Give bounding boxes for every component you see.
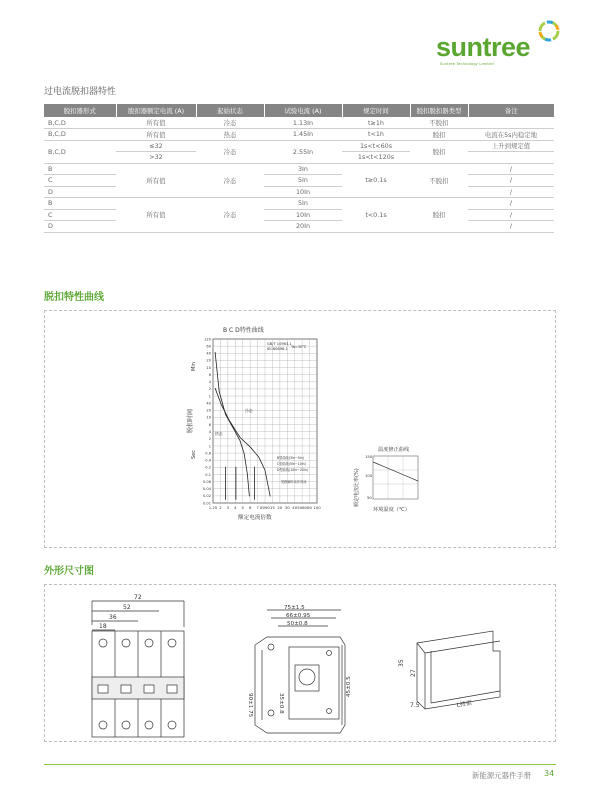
table-cell: 2.55In xyxy=(264,140,342,163)
table-cell: / xyxy=(468,163,554,175)
dimensions-box xyxy=(44,584,556,742)
curve-y-tick-label: 0.06 xyxy=(202,479,211,484)
trip-characteristics-table xyxy=(44,104,554,233)
curve-x-ticks xyxy=(209,505,321,510)
curve-y-tick-label: 0.02 xyxy=(202,494,211,499)
curve-x-tick-label: 15 xyxy=(270,505,275,510)
section-title-dimensions: 外形尺寸图 xyxy=(44,566,94,577)
temp-chart-frame xyxy=(373,456,418,499)
section-title-trip-curve: 脱扣特性曲线 xyxy=(44,292,104,303)
table-header: 试验电流 (A) xyxy=(264,104,342,117)
table-header: 起始状态 xyxy=(196,104,264,117)
curve-d-label: D型曲线(10In~20In) xyxy=(277,468,309,472)
curve-b-label: B型曲线(3In~5In) xyxy=(277,456,304,460)
curve-x-tick-label: 30 xyxy=(284,505,290,510)
curve-x-tick-label: 5 xyxy=(241,505,244,510)
din-rail-drawing xyxy=(417,631,500,709)
table-cell: 1s<t<60s xyxy=(342,140,410,152)
curve-y-tick-label: 6 xyxy=(208,422,211,427)
table-cell: D xyxy=(44,186,116,198)
curve-unit-min: Min xyxy=(191,362,197,371)
curve-y-tick-label: 20 xyxy=(206,408,211,413)
curve-y-tick-label: 40 xyxy=(206,351,211,356)
section-title-overcurrent: 过电流脱扣器特性 xyxy=(44,87,117,97)
temp-curve-line xyxy=(373,462,418,481)
table-header: 规定时间 xyxy=(342,104,410,117)
table-cell: 5In xyxy=(264,175,342,187)
temp-y-tick: 150 xyxy=(365,454,373,459)
table-cell: 5In xyxy=(264,198,342,210)
curve-x-tick-label: 7 xyxy=(256,505,259,510)
dim-66: 66±0.95 xyxy=(286,613,311,619)
dimensions-figure xyxy=(45,585,557,743)
dim-52: 52 xyxy=(123,604,131,611)
curve-limit-label: 短路瞬时动作时间 xyxy=(281,480,307,484)
curve-y-ticks xyxy=(203,337,212,505)
table-cell: B,C,D xyxy=(44,129,116,141)
table-cell: t<0.1s xyxy=(342,198,410,233)
logo-swirl-icon xyxy=(536,18,562,44)
curve-y-tick-label: 0.04 xyxy=(202,487,211,492)
dim-90: 90±1.75 xyxy=(247,693,253,718)
table-header-row xyxy=(44,104,554,117)
table-cell: 所有值 xyxy=(116,129,196,141)
curve-y-tick-label: 0.2 xyxy=(205,465,211,470)
table-cell: 所有值 xyxy=(116,163,196,198)
table-cell: / xyxy=(468,175,554,187)
table-cell: ≤32 xyxy=(116,140,196,152)
table-cell: 脱扣 xyxy=(410,129,468,141)
table-cell: >32 xyxy=(116,152,196,164)
dim-50: 50±0.8 xyxy=(287,621,308,627)
table-cell: 热态 xyxy=(196,129,264,141)
curve-x-tick-label: 5060 xyxy=(297,505,307,510)
curve-y-tick-label: 60 xyxy=(206,344,211,349)
brand-name: suntree xyxy=(436,32,531,62)
curve-x-tick-label: 20 xyxy=(277,505,283,510)
table-cell: D xyxy=(44,221,116,233)
dim-18: 18 xyxy=(99,623,107,630)
table-cell xyxy=(468,117,554,129)
curve-standard-2: IEC60898-1 xyxy=(267,347,288,351)
curve-chart-title: B C D特性曲线 xyxy=(223,327,264,334)
curve-y-tick-label: 1 xyxy=(208,394,211,399)
table-cell: 10In xyxy=(264,209,342,221)
curve-x-tick-label: 3 xyxy=(226,505,230,510)
curve-standard-1: GB/T 10963.1 xyxy=(267,342,292,346)
table-cell: 冷态 xyxy=(196,140,264,163)
brand-logo xyxy=(432,18,582,68)
curve-unit-sec: Sec xyxy=(191,450,197,459)
curve-y-tick-label: 0.6 xyxy=(205,451,211,456)
table-row xyxy=(44,140,554,152)
curve-y-tick-label: 4 xyxy=(208,429,211,434)
brand-tagline: Suntree Technology Limited xyxy=(440,62,494,66)
curve-y-tick-label: 40 xyxy=(206,401,211,406)
table-cell: 冷态 xyxy=(196,117,264,129)
table-cell: 1.13In xyxy=(264,117,342,129)
curve-y-tick-label: 120 xyxy=(204,337,211,342)
table-cell: B,C,D xyxy=(44,140,116,163)
curve-y-tick-label: 2 xyxy=(208,437,211,442)
table-row xyxy=(44,129,554,141)
table-row xyxy=(44,163,554,175)
table-cell: 10In xyxy=(264,186,342,198)
table-row xyxy=(44,198,554,210)
temp-x-label: 环境温度（℃） xyxy=(373,507,410,513)
table-cell: / xyxy=(468,209,554,221)
temp-y-tick: 50 xyxy=(367,495,372,500)
curve-y-tick-label: 10 xyxy=(206,415,211,420)
table-cell: C xyxy=(44,175,116,187)
table-cell: 不脱扣 xyxy=(410,163,468,198)
table-cell: B xyxy=(44,163,116,175)
table-cell: 所有值 xyxy=(116,117,196,129)
curve-x-tick-label: 2 xyxy=(219,505,222,510)
table-cell: 冷态 xyxy=(196,198,264,233)
curve-temp-note: Ta=30℃ xyxy=(291,345,307,349)
curve-y-tick-label: 2 xyxy=(208,387,211,392)
curve-y-tick-label: 20 xyxy=(206,358,211,363)
temp-y-label: 额定电流比率(%) xyxy=(354,468,360,507)
table-cell: 上升到规定值 xyxy=(468,140,554,152)
dim-35: 35±0.8 xyxy=(278,693,284,714)
table-row xyxy=(44,117,554,129)
table-cell: 1.45In xyxy=(264,129,342,141)
table-cell: 所有值 xyxy=(116,198,196,233)
footer-rule xyxy=(44,764,556,765)
table-cell: 电流在5s内稳定地 xyxy=(468,129,554,141)
table-cell: 20In xyxy=(264,221,342,233)
table-cell: t≥1h xyxy=(342,117,410,129)
curve-x-tick-label: 40 xyxy=(292,505,298,510)
dim-72: 72 xyxy=(134,594,142,601)
curve-y-tick-label: 0.4 xyxy=(205,458,211,463)
curve-y-tick-label: 6 xyxy=(208,372,211,377)
trip-curve-box xyxy=(44,310,556,548)
curve-grid xyxy=(213,339,317,503)
rail-dim-27: 27 xyxy=(410,669,417,677)
curve-y-tick-label: 0.1 xyxy=(205,472,211,477)
table-cell: 不脱扣 xyxy=(410,117,468,129)
side-view-drawing xyxy=(255,610,345,733)
curve-x-tick-label: 4 xyxy=(234,505,237,510)
curve-x-tick-label: 100 xyxy=(313,505,321,510)
table-header: 脱扣器额定电流 (A) xyxy=(116,104,196,117)
table-cell: 3In xyxy=(264,163,342,175)
curve-y-tick-label: 1 xyxy=(208,444,211,449)
rail-length-label: L按需 xyxy=(456,699,473,709)
curve-c-label: C型曲线(5In~10In) xyxy=(277,462,306,466)
footer-title: 新能源元器件手册 xyxy=(472,771,532,780)
cold-trip-curve xyxy=(215,352,249,496)
dim-36: 36 xyxy=(109,614,117,621)
dim-45: 45±0.5 xyxy=(346,676,352,697)
curve-x-tick-label: 1.25 xyxy=(208,505,218,510)
curve-x-tick-label: 80 xyxy=(307,505,312,510)
curve-x-tick-label: 8090 xyxy=(260,505,270,510)
curve-x-tick-label: 6 xyxy=(248,505,252,510)
curve-hot-label: 热态 xyxy=(215,431,223,436)
table-cell: B,C,D xyxy=(44,117,116,129)
dim-75: 75±1.5 xyxy=(284,605,305,611)
curve-y-tick-label: 10 xyxy=(206,365,211,370)
table-cell: 脱扣 xyxy=(410,140,468,163)
rail-dim-35: 35 xyxy=(398,659,405,667)
temp-chart-title: 温度修正曲线 xyxy=(378,447,410,453)
table-cell: t<1h xyxy=(342,129,410,141)
table-cell: / xyxy=(468,221,554,233)
table-cell: 脱扣 xyxy=(410,198,468,233)
curve-y-label: 脱扣时间 xyxy=(187,408,194,433)
curve-y-tick-label: 4 xyxy=(208,380,211,385)
table-cell: B xyxy=(44,198,116,210)
rail-dim-7-5: 7.5 xyxy=(410,702,420,709)
page-number: 34 xyxy=(544,769,555,778)
table-cell: 1s<t<120s xyxy=(342,152,410,164)
trip-curve-figure xyxy=(45,311,557,549)
curve-x-label: 额定电流倍数 xyxy=(238,515,272,521)
curve-y-tick-label: 0.01 xyxy=(202,501,211,506)
table-cell: t≥0.1s xyxy=(342,163,410,198)
table-header: 备注 xyxy=(468,104,554,117)
table-cell: / xyxy=(468,186,554,198)
table-cell: C xyxy=(44,209,116,221)
table-cell: 冷态 xyxy=(196,163,264,198)
temp-y-tick: 100 xyxy=(365,473,373,478)
table-cell: / xyxy=(468,198,554,210)
table-header: 脱扣脱扣器类型 xyxy=(410,104,468,117)
table-cell xyxy=(468,152,554,164)
table-header: 脱扣器形式 xyxy=(44,104,116,117)
curve-cold-label: 冷态 xyxy=(245,408,253,413)
front-view-drawing xyxy=(92,601,184,737)
